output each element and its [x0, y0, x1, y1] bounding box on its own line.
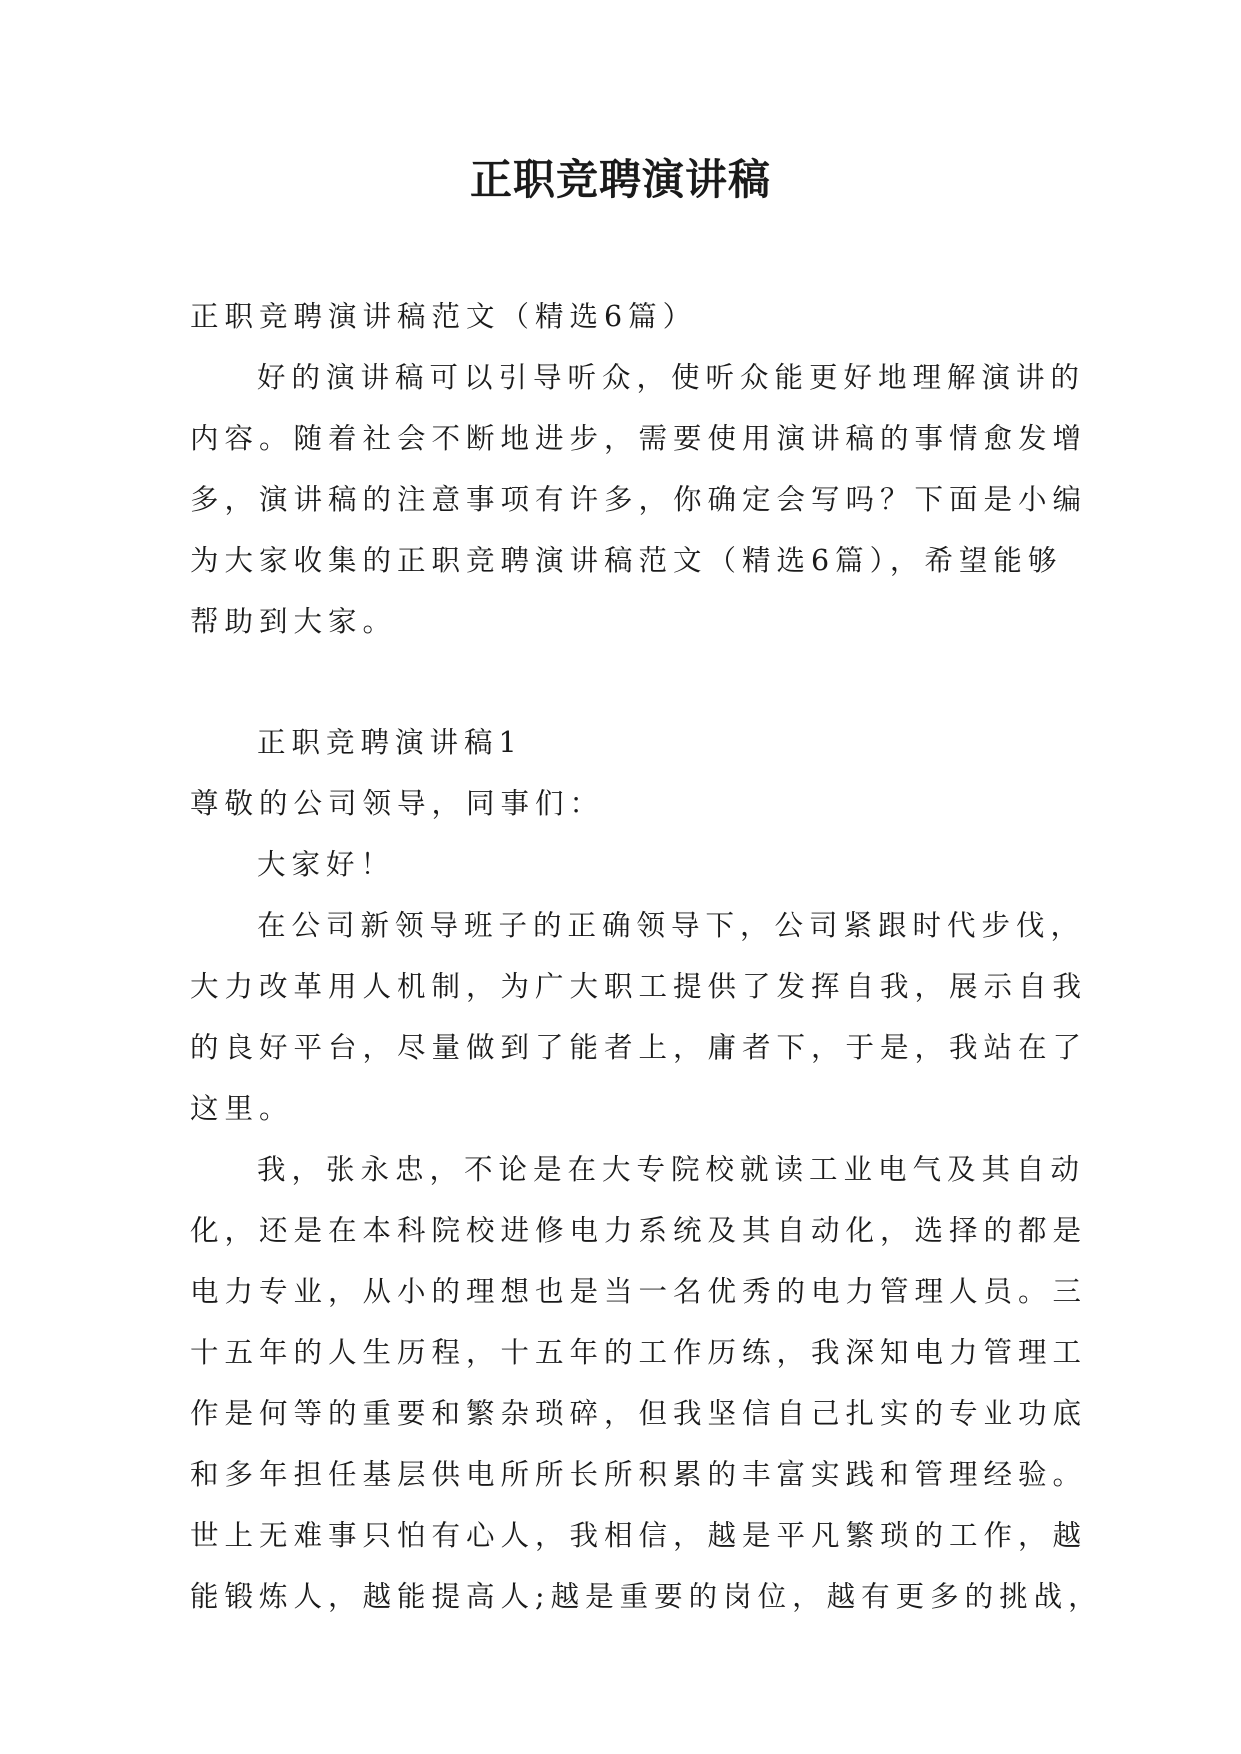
- intro-line: 多，演讲稿的注意事项有许多，你确定会写吗？下面是小编: [190, 483, 1088, 516]
- document-subtitle: 正职竞聘演讲稿范文（精选6篇）: [190, 300, 698, 333]
- section-spacer: [190, 652, 1060, 712]
- paragraph1-line: 在公司新领导班子的正确领导下，公司紧跟时代步伐，: [257, 909, 1086, 942]
- intro-line: 帮助到大家。: [190, 605, 398, 638]
- paragraph2-line: 能锻炼人，越能提高人;越是重要的岗位，越有更多的挑战，: [190, 1580, 1103, 1613]
- paragraph2-line: 作是何等的重要和繁杂琐碎，但我坚信自己扎实的专业功底: [190, 1397, 1088, 1430]
- paragraph2-line: 和多年担任基层供电所所长所积累的丰富实践和管理经验。: [190, 1458, 1088, 1491]
- paragraph2-line: 世上无难事只怕有心人，我相信，越是平凡繁琐的工作，越: [190, 1519, 1088, 1552]
- paragraph1-line: 的良好平台，尽量做到了能者上，庸者下，于是，我站在了: [190, 1031, 1088, 1064]
- greeting: 大家好！: [257, 848, 396, 881]
- intro-line: 为大家收集的正职竞聘演讲稿范文（精选6篇），希望能够: [190, 544, 1063, 577]
- paragraph2-line: 电力专业，从小的理想也是当一名优秀的电力管理人员。三: [190, 1275, 1088, 1308]
- paragraph1-line: 大力改革用人机制，为广大职工提供了发挥自我，展示自我: [190, 970, 1088, 1003]
- section-heading: 正职竞聘演讲稿1: [257, 726, 523, 759]
- intro-line: 内容。随着社会不断地进步，需要使用演讲稿的事情愈发增: [190, 422, 1088, 455]
- paragraph2-line: 我，张永忠，不论是在大专院校就读工业电气及其自动: [257, 1153, 1086, 1186]
- document-body: [190, 286, 1103, 1627]
- salutation: 尊敬的公司领导，同事们：: [190, 787, 605, 820]
- paragraph2-line: 化，还是在本科院校进修电力系统及其自动化，选择的都是: [190, 1214, 1088, 1247]
- paragraph2-line: 十五年的人生历程，十五年的工作历练，我深知电力管理工: [190, 1336, 1088, 1369]
- document-title: 正职竞聘演讲稿: [469, 155, 771, 204]
- intro-line: 好的演讲稿可以引导听众，使听众能更好地理解演讲的: [257, 361, 1086, 394]
- paragraph1-line: 这里。: [190, 1092, 294, 1125]
